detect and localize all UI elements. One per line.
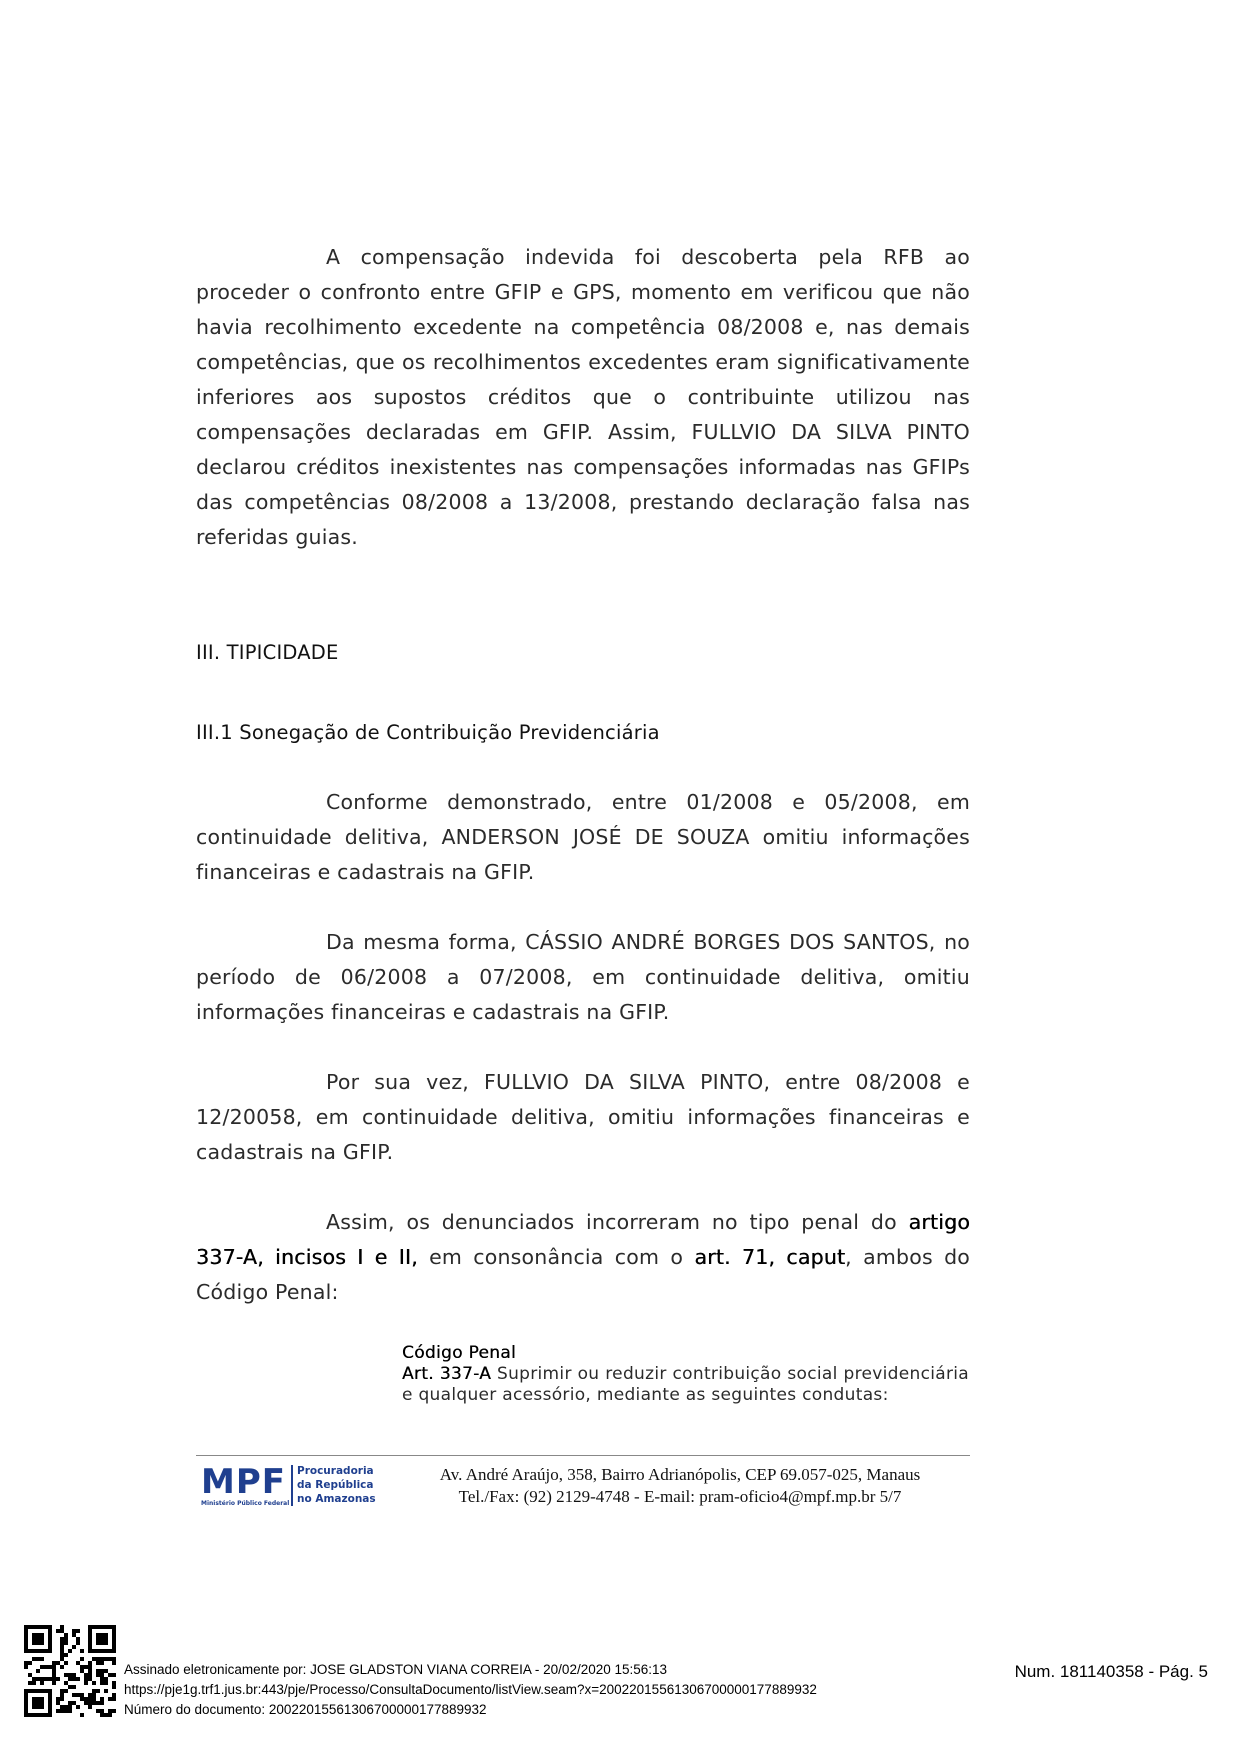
document-number: Número do documento: 20022015561306700000177889932 <box>124 1702 487 1717</box>
subsection-heading: III.1 Sonegação de Contribuição Previdenciária <box>196 721 660 744</box>
citation-article: Art. 337-A <box>402 1364 492 1384</box>
mpf-logo-subtitle: Ministério Público Federal <box>201 1500 290 1507</box>
page-number: Num. 181140358 - Pág. 5 <box>1014 1662 1208 1681</box>
procuradoria-label <box>297 1464 376 1506</box>
signature-url: https://pje1g.trf1.jus.br:443/pje/Processo/ConsultaDocumento/listView.seam?x=20022015561306700000177889932 <box>124 1682 817 1697</box>
address-line-1: Av. André Araújo, 358, Bairro Adrianópolis, CEP 69.057-025, Manaus <box>439 1465 921 1484</box>
art-71-ref: art. 71, caput <box>694 1245 846 1269</box>
tipo-penal-text-2: em consonância com o <box>417 1245 695 1269</box>
citation-text: Suprimir ou reduzir contribuição social previdenciária e qualquer acessório, mediante as seguintes condutas: <box>402 1364 969 1405</box>
electronic-signature <box>124 1660 817 1720</box>
tipo-penal-text-3: , ambos do Código Penal: <box>196 1245 971 1304</box>
paragraph-cassio: Da mesma forma, CÁSSIO ANDRÉ BORGES DOS SANTOS, no período de 06/2008 a 07/2008, em continuidade delitiva, omitiu informações financeiras e cadastrais na GFIP. <box>196 930 970 1024</box>
paragraph-tipo-penal <box>196 1205 970 1310</box>
qr-code-icon <box>24 1625 116 1717</box>
procuradoria-line-2: da República <box>297 1479 374 1491</box>
procuradoria-line-3: no Amazonas <box>297 1493 376 1505</box>
address-line-2: Tel./Fax: (92) 2129-4748 - E-mail: pram-oficio4@mpf.mp.br 5/7 <box>458 1487 902 1506</box>
footer-divider <box>196 1455 970 1456</box>
citation-body <box>402 1364 969 1406</box>
logo-divider <box>291 1465 293 1506</box>
legal-citation <box>402 1343 969 1406</box>
document-body <box>196 240 970 1310</box>
paragraph-fullvio: Por sua vez, FULLVIO DA SILVA PINTO, entre 08/2008 e 12/20058, em continuidade delitiva, omitiu informações financeiras e cadastrais na GFIP. <box>196 1070 970 1164</box>
mpf-logo <box>201 1464 377 1508</box>
paragraph-compensacao: A compensação indevida foi descoberta pela RFB ao proceder o confronto entre GFIP e GPS, momento em verificou que não havia recolhimento excedente na competência 08/2008 e, nas demais competências, que os recolhimentos excedentes eram significativamente inferiores aos supostos créditos que o contribuinte utilizou nas compensações declaradas em GFIP. Assim, FULLVIO DA SILVA PINTO declarou créditos inexistentes nas compensações informadas nas GFIPs das competências 08/2008 a 13/2008, prestando declaração falsa nas referidas guias. <box>196 245 970 549</box>
citation-title: Código Penal <box>402 1343 517 1363</box>
procuradoria-line-1: Procuradoria <box>297 1465 374 1477</box>
footer-address <box>390 1464 970 1508</box>
artigo-337a-ref: artigo 337-A, incisos I e II, <box>196 1210 970 1269</box>
signature-line: Assinado eletronicamente por: JOSE GLADSTON VIANA CORREIA - 20/02/2020 15:56:13 <box>124 1662 668 1677</box>
paragraph-anderson: Conforme demonstrado, entre 01/2008 e 05/2008, em continuidade delitiva, ANDERSON JOSÉ DE SOUZA omitiu informações financeiras e cadastrais na GFIP. <box>196 790 970 884</box>
tipo-penal-text-1: Assim, os denunciados incorreram no tipo penal do <box>326 1210 909 1234</box>
section-heading: III. TIPICIDADE <box>196 641 339 664</box>
mpf-logo-text: MPF <box>201 1462 286 1502</box>
